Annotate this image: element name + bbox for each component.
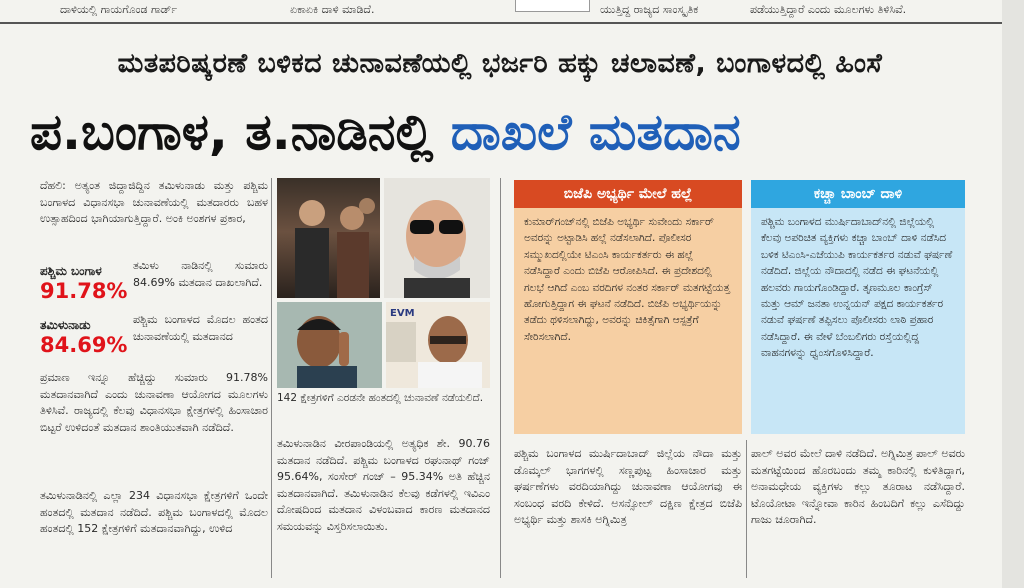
top-strip-image [515,0,590,12]
stat-value: 84.69% [40,333,128,357]
article-body: ಪಾಲ್ ಅವರ ಮೇಲೆ ದಾಳಿ ನಡೆದಿದೆ. ಅಗ್ನಿಮಿತ್ರ ಪಾಲ್ ಅವರು ಮತಗಟ್ಟೆಯಿಂದ ಹೊರಬಂದು ತಮ್ಮ ಕಾರಿನಲ್ಲಿ ಕುಳಿತಿದ್ದಾಗ, ಅನಾಮಧೇಯ ವ್ಯಕ್ತಿಗಳು ಕಲ್ಲು ತೂರಾಟ ನಡೆಸಿದ್ದಾರೆ. ಟೊಯೋಟಾ ಇನ್ನೋವಾ ಕಾರಿನ ಹಿಂಬದಿಗೆ ಕಲ್ಲು ಎಸೆದಿದ್ದು ಗಾಜು ಚೂರಾಗಿದೆ. [751,447,965,526]
top-strip-text: ಏಕಾಏಕಿ ದಾಳಿ ಮಾಡಿದೆ. [290,3,375,16]
box-body: ಕುಮಾರ್‌ಗಂಜ್‌ನಲ್ಲಿ ಬಿಜೆಪಿ ಅಭ್ಯರ್ಥಿ ಸುವೇಂದು ಸರ್ಕಾರ್ ಅವರನ್ನು ಅಟ್ಟಾಡಿಸಿ ಹಲ್ಲೆ ನಡೆಸಲಾಗಿದೆ. ಪೊಲೀಸರ ಸಮ್ಮುಖದಲ್ಲಿಯೇ ಟಿಎಂಸಿ ಕಾರ್ಯಕರ್ತರು ಈ ಹಲ್ಲೆ ನಡೆಸಿದ್ದಾರೆ ಎಂದು ಬಿಜೆಪಿ ಆರೋಪಿಸಿದೆ. ಈ ಪ್ರದೇಶದಲ್ಲಿ ಗಲಭೆ ಆಗಿದೆ ಎಂಬ ವರದಿಗಳ ನಂತರ ಸರ್ಕಾರ್ ಮತಗಟ್ಟೆಯತ್ತ ಹೋಗುತ್ತಿದ್ದಾಗ ಈ ಘಟನೆ ನಡೆದಿದೆ. ಬಿಜೆಪಿ ಅಭ್ಯರ್ಥಿಯನ್ನು ತಡೆದು ಥಳಿಸಲಾಗಿದ್ದು, ಅವರನ್ನು ಚಿಕಿತ್ಸೆಗಾಗಿ ಆಸ್ಪತ್ರೆಗೆ ಸೇರಿಸಲಾಗಿದೆ. [524,216,730,343]
column-divider [746,440,747,578]
kicker-headline: ಮತಪರಿಷ್ಕರಣೆ ಬಳಿಕದ ಚುನಾವಣೆಯಲ್ಲಿ ಭರ್ಜರಿ ಹಕ್ಕು ಚಲಾವಣೆ, ಬಂಗಾಳದಲ್ಲಿ ಹಿಂಸೆ [117,48,883,79]
article-side-text: ತಮಿಳು ನಾಡಿನಲ್ಲಿ ಸುಮಾರು 84.69% ಮತದಾನ ದಾಖಲಾಗಿದೆ. [133,259,268,289]
photo-actor-voting [384,178,490,298]
sidebar-box-attack [514,180,742,434]
article-body: ತಮಿಳುನಾಡಿನ ವೀರಪಾಂಡಿಯಲ್ಲಿ ಅತ್ಯಧಿಕ ಶೇ. 90.76 ಮತದಾನ ನಡೆದಿದೆ. ಪಶ್ಚಿಮ ಬಂಗಾಳದ ರಘುನಾಥ್ ಗಂಜ್ 95.64%, ಸಂಸೇರ್ ಗಂಜ್ – 95.34% ಅತಿ ಹೆಚ್ಚಿನ ಮತದಾನವಾಗಿದೆ. ತಮಿಳುನಾಡಿನ ಕೆಲವು ಕಡೆಗಳಲ್ಲಿ ಇವಿಎಂ ದೋಷದಿಂದ ಮತದಾನ ವಿಳಂಬವಾದ ಕಾರಣ ಮತದಾನದ ಸಮಯವನ್ನು ವಿಸ್ತರಿಸಲಾಯಿತು. [277,437,490,533]
stat-label: ತಮಿಳುನಾಡು [40,318,91,332]
page-edge [1002,0,1024,588]
column-divider [500,178,501,578]
stat-west-bengal [40,264,128,303]
photo-person-graphic [277,302,382,388]
top-strip-text: ಯುತ್ತಿದ್ದ ರಾಜ್ಯದ ಸಾಂಸ್ಕೃತಿಕ [600,3,699,16]
box-title: ಕಚ್ಚಾ ಬಾಂಬ್ ದಾಳಿ [751,180,965,208]
box-body: ಪಶ್ಚಿಮ ಬಂಗಾಳದ ಮುರ್ಷಿದಾಬಾದ್‌ನಲ್ಲಿ ಜಿಲ್ಲೆಯಲ್ಲಿ ಕೆಲವು ಅಪರಿಚಿತ ವ್ಯಕ್ತಿಗಳು ಕಚ್ಚಾ ಬಾಂಬ್ ದಾಳಿ ನಡೆಸಿದ ಬಳಿಕ ಟಿಎಂಸಿ-ಎಜೆಯುಪಿ ಕಾರ್ಯಕರ್ತರ ನಡುವೆ ಘರ್ಷಣೆ ನಡೆದಿದೆ. ಜಿಲ್ಲೆಯ ನೌದಾದಲ್ಲಿ ನಡೆದ ಈ ಘಟನೆಯಲ್ಲಿ ಹಲವರು ಗಾಯಗೊಂಡಿದ್ದಾರೆ. ತೃಣಮೂಲ ಕಾಂಗ್ರೆಸ್ ಮತ್ತು ಆಮ್ ಜನತಾ ಉನ್ನಯನ್ ಪಕ್ಷದ ಕಾರ್ಯಕರ್ತರ ನಡುವೆ ಘರ್ಷಣೆ ತಪ್ಪಿಸಲು ಪೊಲೀಸರು ಲಾಠಿ ಪ್ರಹಾರ ನಡೆಸಿದ್ದಾರೆ. ಈ ವೇಳೆ ಬೆಂಬಲಿಗರು ರಸ್ತೆಯಲ್ಲಿದ್ದ ವಾಹನಗಳನ್ನು ಧ್ವಂಸಗೊಳಿಸಿದ್ದಾರೆ. [761,216,953,360]
box-title: ಬಿಜೆಪಿ ಅಭ್ಯರ್ಥಿ ಮೇಲೆ ಹಲ್ಲೆ [514,180,742,208]
article-side-text: ಪಶ್ಚಿಮ ಬಂಗಾಳದ ಮೊದಲ ಹಂತದ ಚುನಾವಣೆಯಲ್ಲಿ ಮತದಾನದ [133,313,268,343]
main-headline [30,92,741,172]
photo-people-graphic [277,178,380,298]
top-strip-text: ದಾಳಿಯಲ್ಲಿ ಗಾಯಗೊಂಡ ಗಾರ್ಡ್ [60,3,178,16]
stat-value: 91.78% [40,279,128,303]
evm-label: EVM [390,308,415,319]
top-strip-text: ಪಡೆಯುತ್ತಿದ್ದಾರೆ ಎಂದು ಮೂಲಗಳು ತಿಳಿಸಿವೆ. [750,3,907,16]
top-strip [0,0,1024,24]
photo-person-graphic [384,178,490,298]
article-intro: ದೆಹಲಿ: ಅತ್ಯಂತ ಜಿದ್ದಾಜಿದ್ದಿನ ತಮಿಳುನಾಡು ಮತ್ತು ಪಶ್ಚಿಮ ಬಂಗಾಳದ ವಿಧಾನಸಭಾ ಚುನಾವಣೆಯಲ್ಲಿ ಮತದಾರರು ಬಹಳ ಉತ್ಸಾಹದಿಂದ ಭಾಗಿಯಾಗುತ್ತಿದ್ದಾರೆ. ಅಂಕಿ ಅಂಶಗಳ ಪ್ರಕಾರ, [40,179,268,225]
article-body: ಪಶ್ಚಿಮ ಬಂಗಾಳದ ಮುರ್ಷಿದಾಬಾದ್ ಜಿಲ್ಲೆಯ ನೌದಾ ಮತ್ತು ಡೊಮ್ಕಲ್ ಭಾಗಗಳಲ್ಲಿ ಸಣ್ಣಪುಟ್ಟ ಹಿಂಸಾಚಾರ ಮತ್ತು ಘರ್ಷಣೆಗಳು ವರದಿಯಾಗಿದ್ದು ಚುನಾವಣಾ ಆಯೋಗವು ಈ ಸಂಬಂಧ ವರದಿ ಕೇಳಿದೆ. ಅಸನ್ಸೋಲ್ ದಕ್ಷಿಣ ಕ್ಷೇತ್ರದ ಬಿಜೆಪಿ ಅಭ್ಯರ್ಥಿ ಮತ್ತು ಶಾಸಕಿ ಅಗ್ನಿಮಿತ್ರ [514,447,742,526]
photo-leader-voting [386,302,490,388]
column-divider [271,178,272,578]
headline-part-1: ಪ.ಬಂಗಾಳ, ತ.ನಾಡಿನಲ್ಲಿ [30,103,434,161]
photo-candidate-crowd [277,178,380,298]
stat-tamil-nadu [40,318,128,357]
photo-voter-finger [277,302,382,388]
stat-label: ಪಶ್ಚಿಮ ಬಂಗಾಳ [40,264,102,278]
article-body: ಪ್ರಮಾಣ ಇನ್ನೂ ಹೆಚ್ಚಿದ್ದು ಸುಮಾರು 91.78% ಮತದಾನವಾಗಿದೆ ಎಂದು ಚುನಾವಣಾ ಆಯೋಗದ ಮೂಲಗಳು ತಿಳಿಸಿವೆ. ರಾಜ್ಯದಲ್ಲಿ ಕೆಲವು ವಿಧಾನಸಭಾ ಕ್ಷೇತ್ರಗಳಲ್ಲಿ ಹಿಂಸಾಚಾರ ಬಿಟ್ಟರೆ ಉಳಿದಂತೆ ಮತದಾನ ಶಾಂತಿಯುತವಾಗಿ ನಡೆದಿದೆ. [40,371,268,434]
article-body: ತಮಿಳುನಾಡಿನಲ್ಲಿ ಎಲ್ಲಾ 234 ವಿಧಾನಸಭಾ ಕ್ಷೇತ್ರಗಳಿಗೆ ಒಂದೇ ಹಂತದಲ್ಲಿ ಮತದಾನ ನಡೆದಿದೆ. ಪಶ್ಚಿಮ ಬಂಗಾಳದಲ್ಲಿ ಮೊದಲ ಹಂತದಲ್ಲಿ 152 ಕ್ಷೇತ್ರಗಳಿಗೆ ಮತದಾನವಾಗಿದ್ದು, ಉಳಿದ [40,489,268,535]
photo-caption: 142 ಕ್ಷೇತ್ರಗಳಿಗೆ ಎರಡನೇ ಹಂತದಲ್ಲಿ ಚುನಾವಣೆ ನಡೆಯಲಿದೆ. [277,392,484,404]
headline-part-2: ದಾಖಲೆ ಮತದಾನ [450,103,741,161]
sidebar-box-bomb [751,180,965,434]
